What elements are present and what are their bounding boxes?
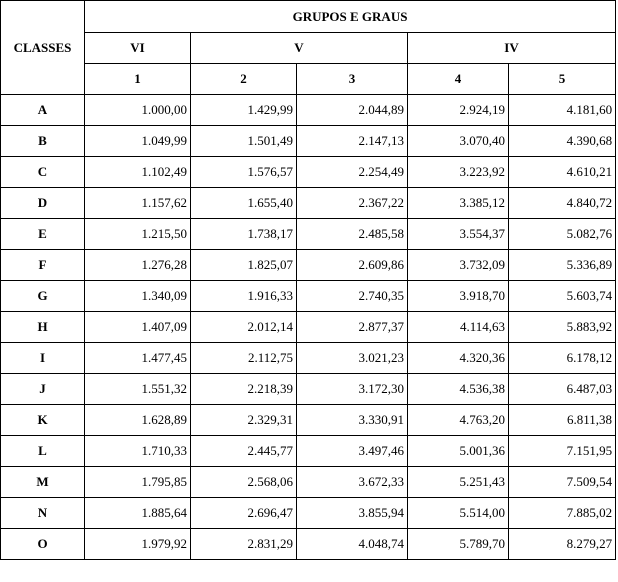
table-row <box>1 281 616 312</box>
table-row <box>1 405 616 436</box>
class-label-cell: I <box>1 343 85 374</box>
salary-value-cell: 2.044,89 <box>297 95 408 126</box>
salary-value-cell: 8.279,27 <box>509 529 616 560</box>
salary-value-cell: 1.795,85 <box>85 467 191 498</box>
salary-value-cell: 6.178,12 <box>509 343 616 374</box>
salary-value-cell: 2.877,37 <box>297 312 408 343</box>
salary-value-cell: 4.610,21 <box>509 157 616 188</box>
classes-header: CLASSES <box>1 1 85 95</box>
salary-value-cell: 3.070,40 <box>408 126 509 157</box>
class-label-cell: K <box>1 405 85 436</box>
salary-value-cell: 3.918,70 <box>408 281 509 312</box>
salary-value-cell: 2.445,77 <box>191 436 297 467</box>
class-label-cell: D <box>1 188 85 219</box>
salary-value-cell: 4.320,36 <box>408 343 509 374</box>
salary-value-cell: 4.763,20 <box>408 405 509 436</box>
salary-value-cell: 5.603,74 <box>509 281 616 312</box>
salary-value-cell: 2.831,29 <box>191 529 297 560</box>
salary-value-cell: 2.924,19 <box>408 95 509 126</box>
salary-value-cell: 2.112,75 <box>191 343 297 374</box>
header-row-title <box>1 1 616 33</box>
grade-header-5: 5 <box>509 64 616 95</box>
salary-value-cell: 2.485,58 <box>297 219 408 250</box>
table-row <box>1 126 616 157</box>
table-row <box>1 188 616 219</box>
salary-value-cell: 3.554,37 <box>408 219 509 250</box>
salary-value-cell: 1.340,09 <box>85 281 191 312</box>
salary-value-cell: 4.181,60 <box>509 95 616 126</box>
grade-header-1: 1 <box>85 64 191 95</box>
class-label-cell: G <box>1 281 85 312</box>
salary-value-cell: 3.021,23 <box>297 343 408 374</box>
table-row <box>1 467 616 498</box>
class-label-cell: B <box>1 126 85 157</box>
salary-value-cell: 2.012,14 <box>191 312 297 343</box>
salary-value-cell: 4.390,68 <box>509 126 616 157</box>
salary-value-cell: 1.407,09 <box>85 312 191 343</box>
salary-value-cell: 5.082,76 <box>509 219 616 250</box>
salary-value-cell: 1.979,92 <box>85 529 191 560</box>
salary-value-cell: 1.551,32 <box>85 374 191 405</box>
salary-value-cell: 2.609,86 <box>297 250 408 281</box>
salary-value-cell: 1.000,00 <box>85 95 191 126</box>
salary-value-cell: 1.429,99 <box>191 95 297 126</box>
table-row <box>1 436 616 467</box>
salary-value-cell: 1.825,07 <box>191 250 297 281</box>
groups-title-header: GRUPOS E GRAUS <box>85 1 616 33</box>
class-label-cell: J <box>1 374 85 405</box>
class-label-cell: N <box>1 498 85 529</box>
salary-value-cell: 4.048,74 <box>297 529 408 560</box>
class-label-cell: M <box>1 467 85 498</box>
group-header-iv: IV <box>408 33 616 64</box>
salary-value-cell: 5.514,00 <box>408 498 509 529</box>
salary-value-cell: 1.477,45 <box>85 343 191 374</box>
salary-value-cell: 2.329,31 <box>191 405 297 436</box>
salary-value-cell: 5.251,43 <box>408 467 509 498</box>
salary-value-cell: 1.710,33 <box>85 436 191 467</box>
salary-value-cell: 2.367,22 <box>297 188 408 219</box>
table-row <box>1 312 616 343</box>
table-row <box>1 498 616 529</box>
grade-header-2: 2 <box>191 64 297 95</box>
class-label-cell: A <box>1 95 85 126</box>
salary-value-cell: 3.330,91 <box>297 405 408 436</box>
class-label-cell: F <box>1 250 85 281</box>
salary-value-cell: 2.740,35 <box>297 281 408 312</box>
salary-value-cell: 1.501,49 <box>191 126 297 157</box>
table-row <box>1 219 616 250</box>
table-body <box>1 95 616 560</box>
salary-value-cell: 3.732,09 <box>408 250 509 281</box>
salary-value-cell: 3.223,92 <box>408 157 509 188</box>
salary-value-cell: 1.655,40 <box>191 188 297 219</box>
class-label-cell: O <box>1 529 85 560</box>
salary-value-cell: 2.147,13 <box>297 126 408 157</box>
salary-value-cell: 4.536,38 <box>408 374 509 405</box>
salary-value-cell: 2.696,47 <box>191 498 297 529</box>
header-row-grades <box>1 64 616 95</box>
salary-value-cell: 3.672,33 <box>297 467 408 498</box>
grade-header-3: 3 <box>297 64 408 95</box>
salary-value-cell: 7.151,95 <box>509 436 616 467</box>
salary-value-cell: 1.276,28 <box>85 250 191 281</box>
salary-value-cell: 4.114,63 <box>408 312 509 343</box>
salary-value-cell: 5.883,92 <box>509 312 616 343</box>
salary-value-cell: 4.840,72 <box>509 188 616 219</box>
salary-value-cell: 1.157,62 <box>85 188 191 219</box>
table-row <box>1 343 616 374</box>
salary-value-cell: 1.049,99 <box>85 126 191 157</box>
salary-value-cell: 2.218,39 <box>191 374 297 405</box>
table-header <box>1 1 616 95</box>
salary-value-cell: 1.215,50 <box>85 219 191 250</box>
salary-value-cell: 3.855,94 <box>297 498 408 529</box>
class-label-cell: C <box>1 157 85 188</box>
salary-value-cell: 1.628,89 <box>85 405 191 436</box>
salary-value-cell: 1.885,64 <box>85 498 191 529</box>
header-row-groups <box>1 33 616 64</box>
salary-value-cell: 7.885,02 <box>509 498 616 529</box>
group-header-v: V <box>191 33 408 64</box>
class-label-cell: E <box>1 219 85 250</box>
salary-value-cell: 7.509,54 <box>509 467 616 498</box>
salary-value-cell: 1.916,33 <box>191 281 297 312</box>
salary-value-cell: 3.172,30 <box>297 374 408 405</box>
table-row <box>1 374 616 405</box>
salary-value-cell: 1.576,57 <box>191 157 297 188</box>
table-row <box>1 250 616 281</box>
table-row <box>1 157 616 188</box>
salary-value-cell: 5.336,89 <box>509 250 616 281</box>
salary-value-cell: 1.738,17 <box>191 219 297 250</box>
salary-value-cell: 1.102,49 <box>85 157 191 188</box>
salary-value-cell: 6.811,38 <box>509 405 616 436</box>
class-label-cell: H <box>1 312 85 343</box>
salary-value-cell: 3.497,46 <box>297 436 408 467</box>
salary-value-cell: 5.789,70 <box>408 529 509 560</box>
class-label-cell: L <box>1 436 85 467</box>
salary-value-cell: 2.568,06 <box>191 467 297 498</box>
salary-value-cell: 2.254,49 <box>297 157 408 188</box>
salary-value-cell: 5.001,36 <box>408 436 509 467</box>
salary-value-cell: 3.385,12 <box>408 188 509 219</box>
table-row <box>1 529 616 560</box>
table-row <box>1 95 616 126</box>
group-header-vi: VI <box>85 33 191 64</box>
salary-value-cell: 6.487,03 <box>509 374 616 405</box>
grade-header-4: 4 <box>408 64 509 95</box>
